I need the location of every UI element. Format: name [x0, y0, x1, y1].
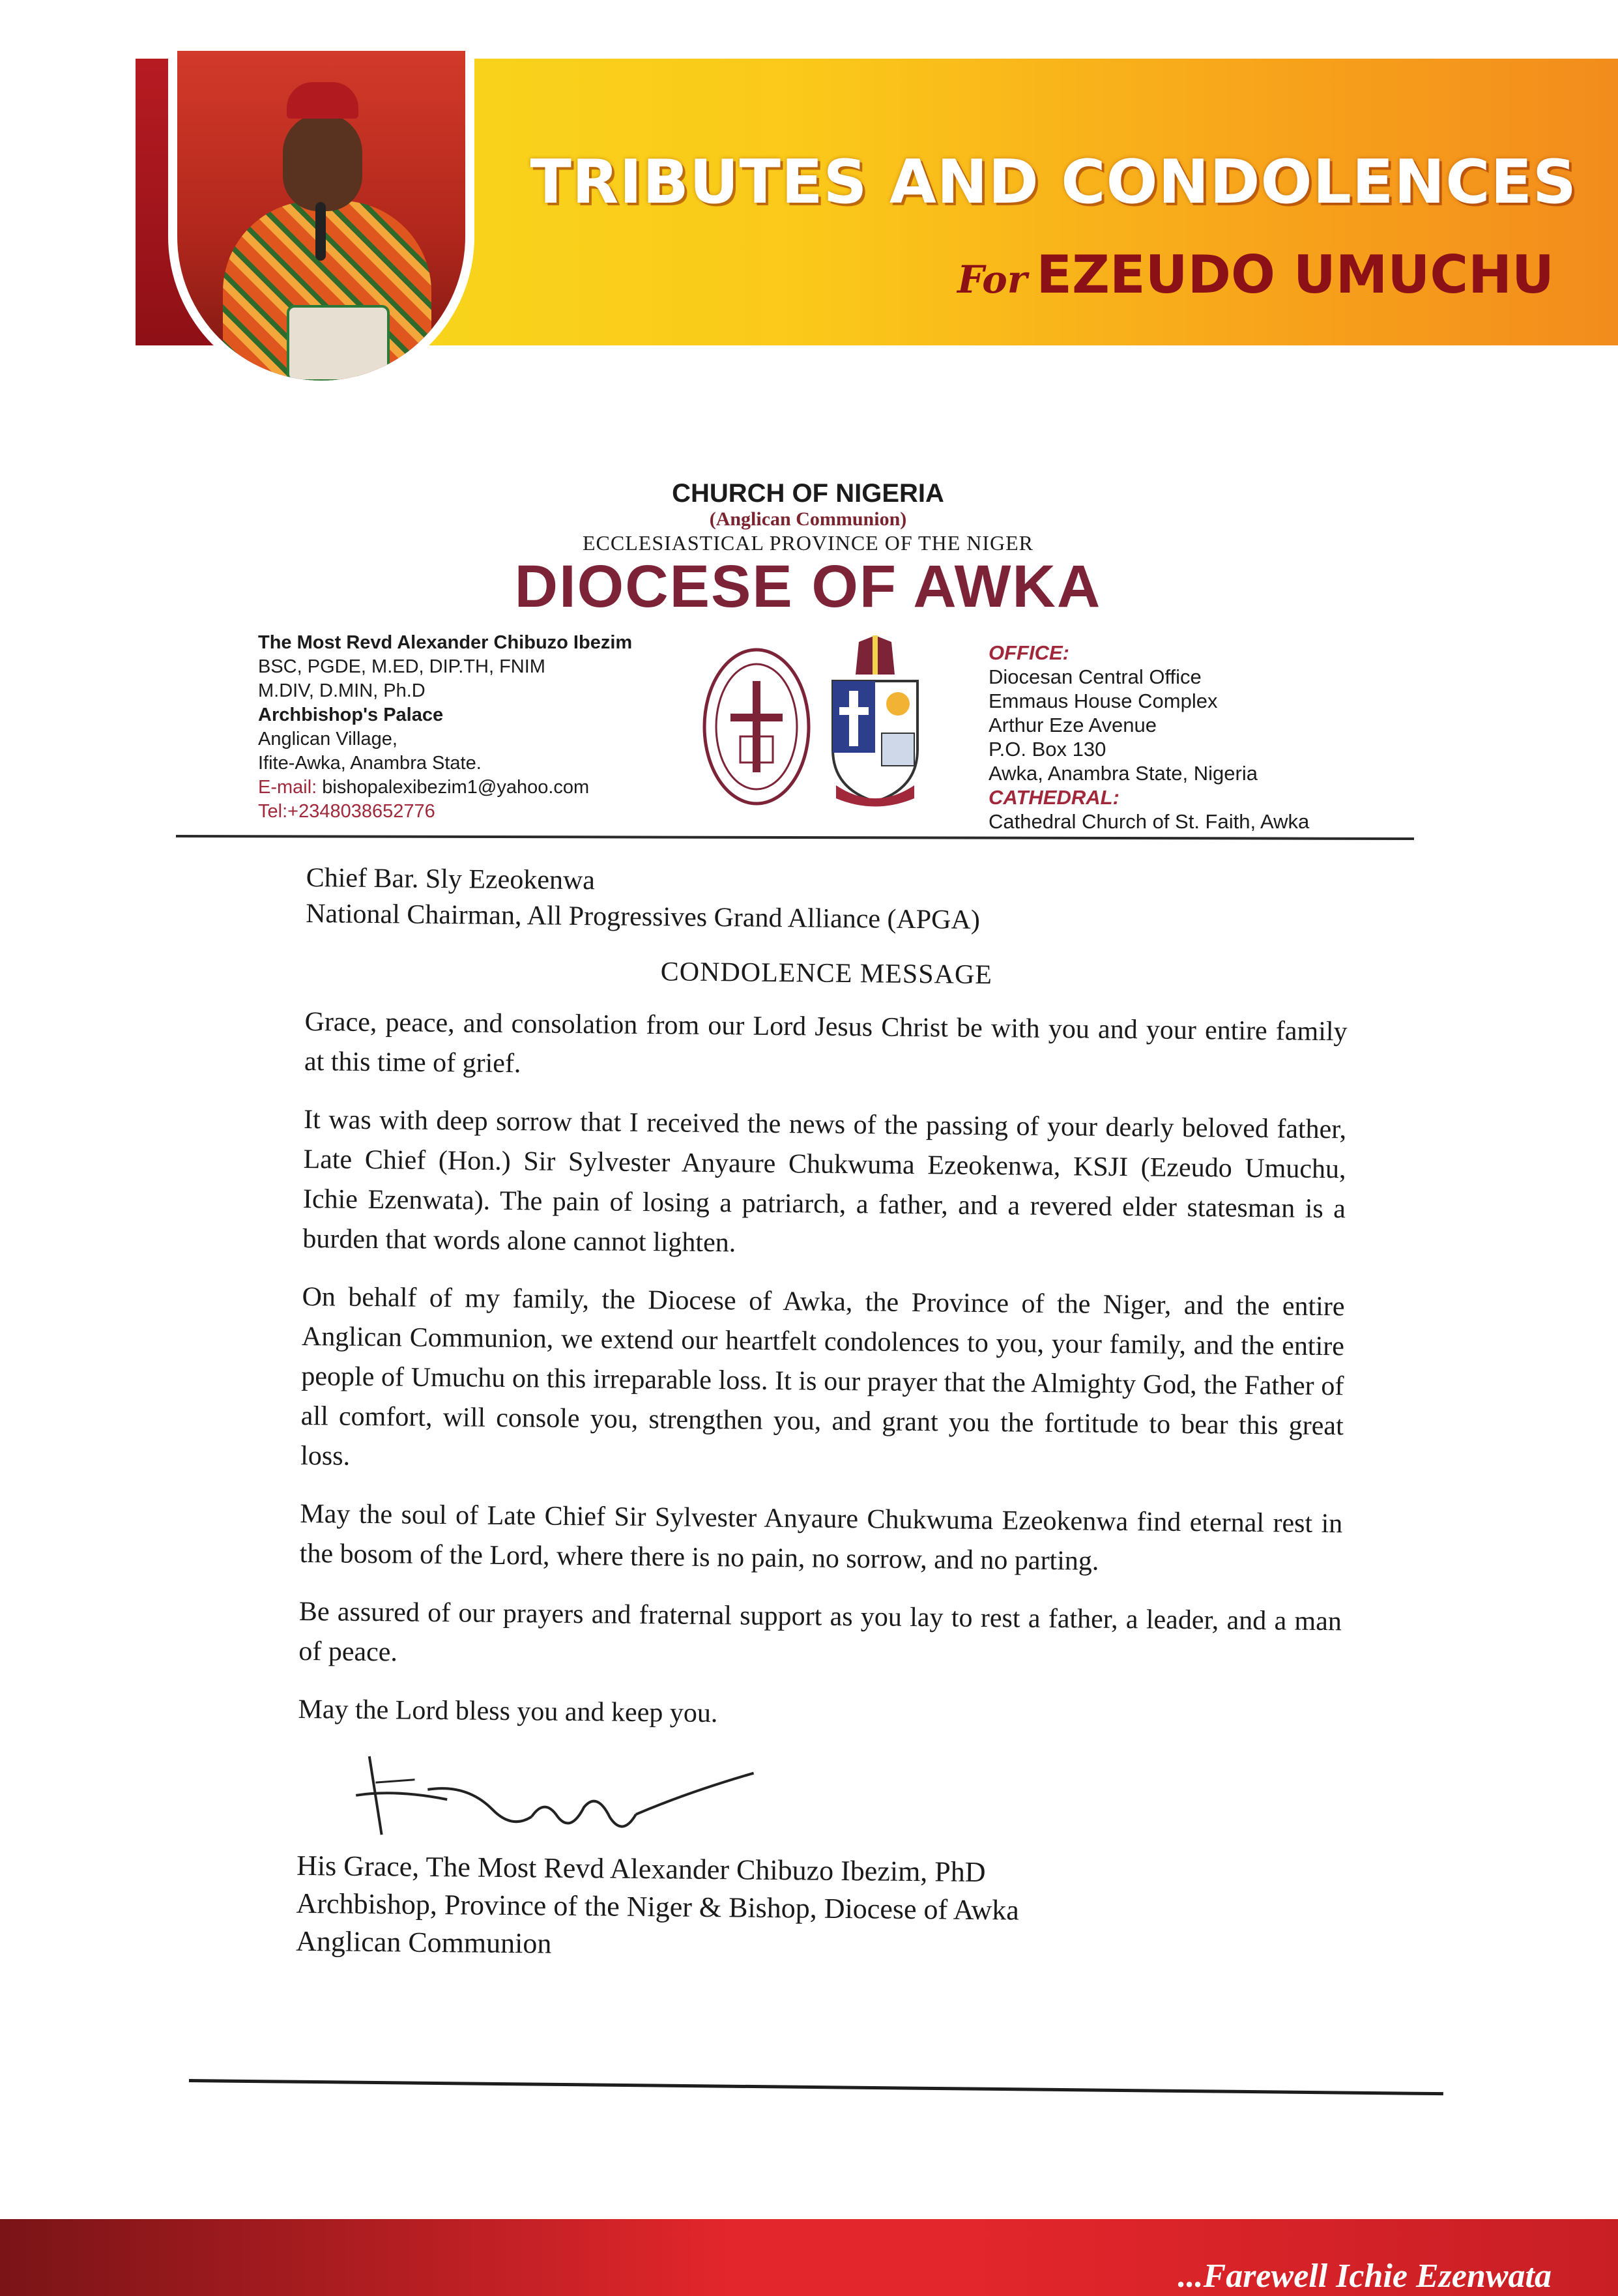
letterhead-office-block: [989, 641, 1445, 834]
tel-line: [258, 800, 727, 824]
office-line-4: P.O. Box 130: [989, 738, 1106, 761]
office-line-1: Diocesan Central Office: [989, 665, 1202, 688]
cathedral-label: CATHEDRAL:: [989, 786, 1120, 809]
palace-label: Archbishop's Palace: [258, 705, 444, 725]
portrait-badge: [287, 305, 390, 381]
letterhead-diocese: DIOCESE OF AWKA: [514, 553, 1102, 620]
microphone-icon: [315, 202, 326, 261]
paragraph: It was with deep sorrow that I received the news of the passing of your dearly beloved father, Late Chief (Hon.) Sir Sylvester Anyaure Chukwuma Ezeokenwa, KSJI (Ezeudo Umuchu, Ichie Ezenwata). The pain of losing a patriarch, a father, and a revered elder statesman is a burden that words alone cannot lighten.: [302, 1104, 1347, 1258]
banner-for-label: For: [957, 257, 1028, 302]
email-label: E-mail:: [258, 777, 317, 798]
letterhead-church: CHURCH OF NIGERIA: [672, 479, 944, 508]
banner-subtitle: [717, 244, 1554, 305]
cathedral-name: Cathedral Church of St. Faith, Awka: [989, 810, 1310, 833]
palace-address-1: Anglican Village,: [258, 729, 397, 749]
tel-number[interactable]: +2348038652776: [287, 801, 435, 822]
portrait-photo: [177, 51, 465, 381]
signer-communion: Anglican Communion: [295, 1925, 552, 1960]
paragraph: May the Lord bless you and keep you.: [298, 1694, 718, 1729]
banner-name: EZEUDO UMUCHU: [1036, 244, 1554, 305]
signer-name: His Grace, The Most Revd Alexander Chibuzo Ibezim, PhD: [296, 1849, 986, 1889]
paragraph: On behalf of my family, the Diocese of Awka, the Province of the Niger, and the entire Anglican Communion, we extend our heartfelt condolences to you, your family, and the entire people of Umuchu on this irreparable loss. It is our prayer that the Almighty God, the Father of all comfort, will console you, strengthen you, and grant you the fortitude to bear this great loss.: [300, 1281, 1345, 1472]
signature: [296, 1743, 1340, 1857]
office-line-5: Awka, Anambra State, Nigeria: [989, 762, 1258, 785]
palace-address-2: Ifite-Awka, Anambra State.: [258, 753, 482, 774]
email-address[interactable]: bishopalexibezim1@yahoo.com: [322, 777, 590, 798]
letterhead-divider: [176, 835, 1414, 840]
paragraph: Grace, peace, and consolation from our Lord Jesus Christ be with you and your entire family at this time of grief.: [304, 1006, 1348, 1079]
letterhead-communion: (Anglican Communion): [709, 508, 907, 530]
letter-subject: CONDOLENCE MESSAGE: [660, 957, 993, 991]
recipient-name: Chief Bar. Sly Ezeokenwa: [306, 862, 596, 896]
banner-title: TRIBUTES AND CONDOLENCES: [530, 147, 1577, 217]
letterhead-province: ECCLESIASTICAL PROVINCE OF THE NIGER: [582, 531, 1033, 555]
footer-tagline: ...Farewell Ichie Ezenwata: [1177, 2258, 1552, 2295]
email-line: [258, 776, 727, 800]
office-line-2: Emmaus House Complex: [989, 690, 1218, 712]
letterhead-bishop-block: [258, 631, 727, 824]
bishop-degrees-1: BSC, PGDE, M.ED, DIP.TH, FNIM: [258, 656, 545, 677]
diocese-shield-icon: [823, 635, 927, 811]
office-line-3: Arthur Eze Avenue: [989, 714, 1157, 736]
letter-body: [296, 860, 1349, 1970]
office-label: OFFICE:: [989, 641, 1069, 664]
diocesan-seal-icon: [701, 645, 812, 808]
recipient-title: National Chairman, All Progressives Grand Alliance (APGA): [305, 898, 981, 935]
letter-bottom-rule: [189, 2079, 1443, 2095]
signer-office: Archbishop, Province of the Niger & Bishop, Diocese of Awka: [296, 1887, 1020, 1926]
tel-label: Tel:: [258, 801, 288, 822]
bishop-name: The Most Revd Alexander Chibuzo Ibezim: [258, 632, 633, 653]
bishop-degrees-2: M.DIV, D.MIN, Ph.D: [258, 680, 426, 701]
handwritten-signature: [297, 1743, 793, 1845]
paragraph: May the soul of Late Chief Sir Sylvester Anyaure Chukwuma Ezeokenwa find eternal rest in the bosom of the Lord, where there is no pain, no sorrow, and no parting.: [299, 1498, 1343, 1577]
portrait-face: [283, 113, 362, 211]
portrait-cap: [287, 82, 358, 119]
paragraph: Be assured of our prayers and fraternal support as you lay to rest a father, a leader, and a man of peace.: [298, 1596, 1342, 1668]
